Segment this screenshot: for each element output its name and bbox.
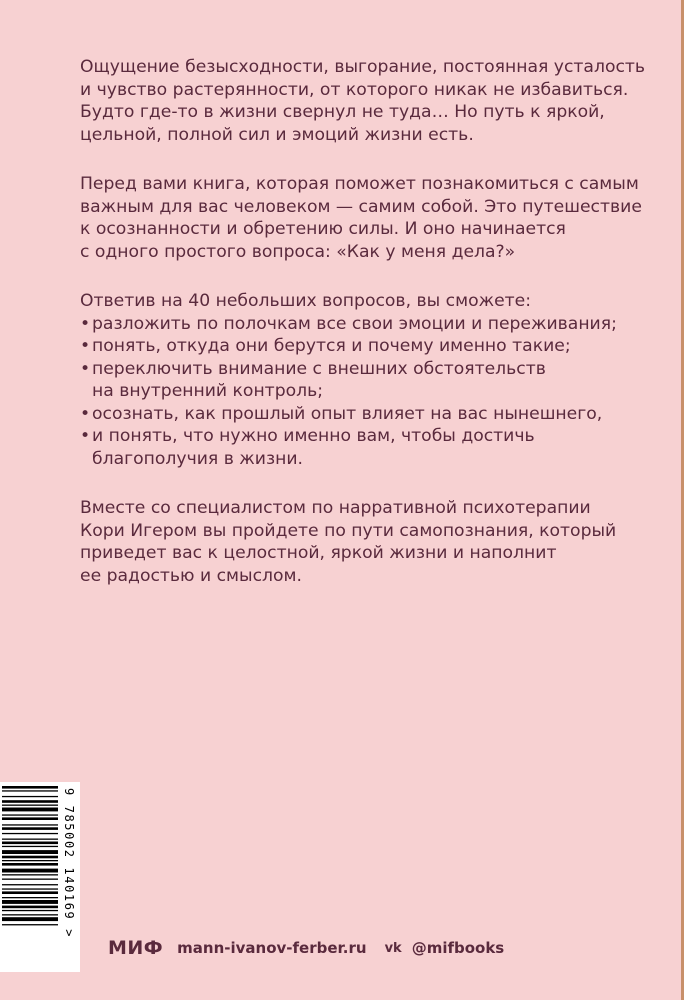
barcode-bar <box>2 856 58 859</box>
barcode-bar <box>2 850 58 854</box>
website-link[interactable]: mann-ivanov-ferber.ru <box>177 939 367 957</box>
barcode-bar <box>2 891 58 894</box>
barcode-digits: 9 785002 140169 > <box>62 788 76 939</box>
barcode-bar <box>2 839 58 840</box>
barcode-bar <box>2 824 58 825</box>
barcode-bars <box>0 782 60 972</box>
bullet-icon: • <box>80 336 91 356</box>
list-item-text: осознать, как прошлый опыт влияет на вас нынешнего, <box>92 403 603 424</box>
barcode-bar <box>2 863 58 866</box>
text-line: Будто где-то в жизни свернул не туда… Но путь к яркой, <box>80 102 605 122</box>
barcode-bar <box>2 917 58 921</box>
barcode-bar <box>2 906 58 909</box>
text-line: Ощущение безысходности, выгорание, постоянная усталость <box>80 57 646 77</box>
barcode-bar <box>2 814 58 815</box>
benefits-list <box>80 290 640 470</box>
paragraph-book <box>80 173 640 263</box>
barcode-bar <box>2 888 58 889</box>
barcode-bar <box>2 833 58 834</box>
list-item-continuation: благополучия в жизни. <box>92 448 303 469</box>
publisher-logo: МИФ <box>108 937 164 959</box>
barcode-bar <box>2 790 58 791</box>
list-item <box>80 425 640 448</box>
list-item <box>80 335 640 358</box>
barcode-bar <box>2 897 58 898</box>
text-line: Вместе со специалистом по нарративной психотерапии <box>80 498 591 518</box>
back-cover-text <box>80 56 646 614</box>
text-line: важным для вас человеком — самим собой. Это путешествие <box>80 196 642 217</box>
list-item <box>80 358 640 381</box>
paragraph-closing <box>80 497 640 587</box>
barcode-bar <box>2 874 58 875</box>
barcode-bar <box>2 910 58 911</box>
barcode-bar <box>2 800 58 803</box>
vk-icon[interactable]: vk <box>384 940 402 956</box>
barcode-bar <box>2 846 58 847</box>
barcode-bar <box>2 869 58 873</box>
text-line: приведет вас к целостной, яркой жизни и наполнит <box>80 543 557 563</box>
barcode-bar <box>2 817 58 820</box>
barcode-bar <box>2 842 58 845</box>
barcode-bar <box>2 900 58 904</box>
isbn-barcode <box>0 782 80 972</box>
bullet-icon: • <box>80 358 91 379</box>
list-item-text: переключить внимание с внешних обстоятельств <box>92 358 546 379</box>
list-item-continuation: на внутренний контроль; <box>92 381 324 401</box>
text-line: с одного простого вопроса: «Как у меня дела?» <box>80 241 516 262</box>
barcode-bar <box>2 805 58 806</box>
list-intro: Ответив на 40 небольших вопросов, вы сможете: <box>80 291 532 311</box>
text-line: к осознанности и обретению силы. И оно начинается <box>80 219 566 239</box>
publisher-footer <box>108 936 504 960</box>
text-line: Перед вами книга, которая поможет познакомиться с самым <box>80 174 639 194</box>
paragraph-intro <box>80 56 646 146</box>
bullet-icon: • <box>80 313 91 334</box>
barcode-bar <box>2 827 58 830</box>
text-line: и чувство растерянности, от которого никак не избавиться. <box>80 79 629 100</box>
barcode-bar <box>2 808 58 812</box>
text-line: Кори Игером вы пройдете по пути самопознания, который <box>80 520 617 541</box>
list-item <box>80 313 640 336</box>
barcode-bar <box>2 914 58 915</box>
list-item <box>80 403 640 426</box>
list-item-text: понять, откуда они берутся и почему именно такие; <box>92 336 571 356</box>
barcode-bar <box>2 879 58 880</box>
bullet-icon: • <box>80 403 91 424</box>
list-item-text: разложить по полочкам все свои эмоции и переживания; <box>92 313 617 334</box>
social-handle[interactable]: @mifbooks <box>411 939 505 957</box>
barcode-bar <box>2 924 58 925</box>
barcode-bar <box>2 796 58 797</box>
list-item-text: и понять, что нужно именно вам, чтобы достичь <box>92 426 535 446</box>
barcode-bar <box>2 884 58 885</box>
barcode-bar <box>2 860 58 861</box>
barcode-bar <box>2 786 58 789</box>
text-line: ее радостью и смыслом. <box>80 565 302 586</box>
bullet-icon: • <box>80 426 91 446</box>
text-line: цельной, полной сил и эмоций жизни есть. <box>80 124 474 145</box>
